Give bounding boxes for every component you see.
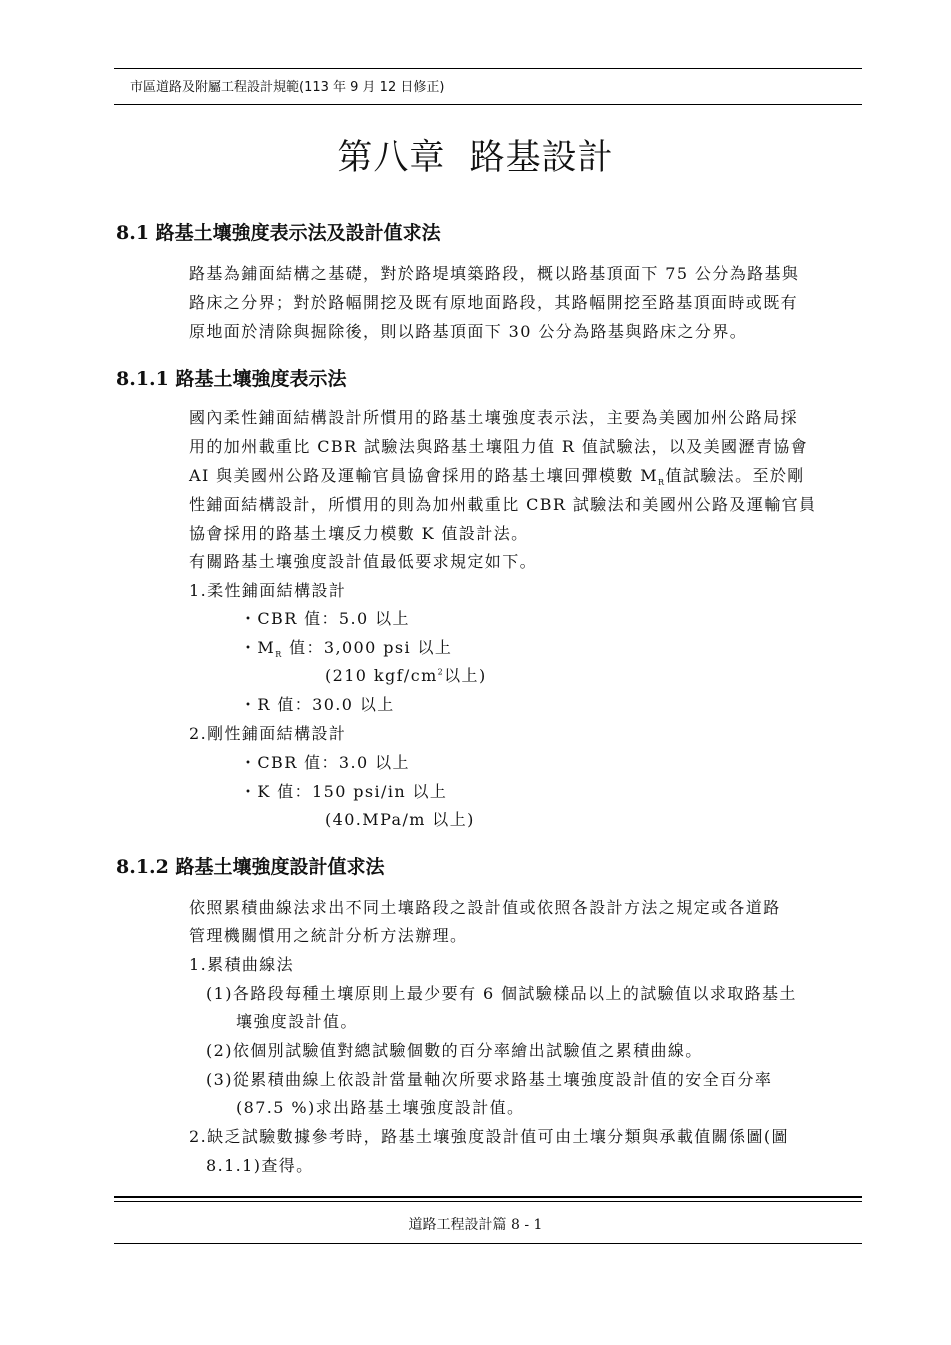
subscript: R [658,478,666,488]
section-8-1-1-heading: 8.1.1 路基土壤強度表示法 [116,368,347,390]
paragraph-line: 依照累積曲線法求出不同土壤路段之設計值或依照各設計方法之規定或各道路 [189,898,781,917]
page-number-label: 道路工程設計篇 8 - 1 [408,1217,543,1233]
list-title: 2.剛性鋪面結構設計 [189,724,347,743]
list-item-metric [325,666,487,686]
section-8-1-2-heading: 8.1.2 路基土壤強度設計值求法 [116,856,385,878]
paragraph-line: 原地面於清除與掘除後，則以路基頂面下 30 公分為路基與路床之分界。 [189,322,748,341]
numbered-item: (2)依個別試驗值對總試驗個數的百分率繪出試驗值之累積曲線。 [206,1041,703,1060]
item-text: (210 kgf/cm [325,666,438,685]
numbered-item: (3)從累積曲線上依設計當量軸次所要求路基土壤強度設計值的安全百分率 [206,1070,773,1089]
paragraph-line: 有關路基土壤強度設計值最低要求規定如下。 [189,552,538,571]
superscript: 2 [437,667,445,677]
list-item: 2.缺乏試驗數據參考時，路基土壤強度設計值可由土壤分類與承載值關係圖(圖 [189,1127,789,1146]
list-item: ・R 值：30.0 以上 [240,695,395,714]
list-title: 1.累積曲線法 [189,955,295,974]
paragraph-line: 用的加州載重比 CBR 試驗法與路基土壤阻力值 R 值試驗法，以及美國瀝青協會 [189,437,809,456]
footer-thick-rule [114,1196,862,1198]
list-item [240,638,452,658]
paragraph-line: 協會採用的路基土壤反力模數 K 值設計法。 [189,524,529,543]
section-8-1-heading: 8.1 路基土壤強度表示法及設計值求法 [116,222,441,244]
paragraph-line [189,466,805,486]
paragraph-line: 管理機關慣用之統計分析方法辦理。 [189,926,468,945]
item-text: 值：3,000 psi 以上 [282,638,453,657]
item-text: ・M [240,638,276,657]
header-bottom-rule [114,104,862,105]
footer-thin-rule [114,1201,862,1202]
list-item-metric: (40.MPa/m 以上) [325,810,475,829]
list-item: ・CBR 值：5.0 以上 [240,609,410,628]
running-header: 市區道路及附屬工程設計規範(113 年 9 月 12 日修正) [130,80,445,95]
item-text: 以上) [444,666,487,685]
list-item: ・CBR 值：3.0 以上 [240,753,410,772]
paragraph-line: 性鋪面結構設計，所慣用的則為加州載重比 CBR 試驗法和美國州公路及運輸官員 [189,495,817,514]
line-text: 值試驗法。至於剛 [665,466,805,485]
footer-bottom-rule [114,1243,862,1244]
numbered-item: (1)各路段每種土壤原則上最少要有 6 個試驗樣品以上的試驗值以求取路基土 [206,984,797,1003]
numbered-item-continuation: 壤強度設計值。 [236,1012,358,1031]
subscript: R [275,650,283,660]
numbered-item-continuation: (87.5 %)求出路基土壤強度設計值。 [236,1098,525,1117]
header-top-rule [114,68,862,69]
paragraph-line: 國內柔性鋪面結構設計所慣用的路基土壤強度表示法，主要為美國加州公路局採 [189,408,799,427]
list-title: 1.柔性鋪面結構設計 [189,581,347,600]
list-item-continuation: 8.1.1)查得。 [206,1156,314,1175]
paragraph-line: 路基為鋪面結構之基礎，對於路堤填築路段，概以路基頂面下 75 公分為路基與 [189,264,800,283]
list-item: ・K 值：150 psi/in 以上 [240,782,448,801]
line-text: AI 與美國州公路及運輸官員協會採用的路基土壤回彈模數 M [189,466,659,485]
chapter-title: 第八章 路基設計 [337,138,614,178]
paragraph-line: 路床之分界；對於路幅開挖及既有原地面路段，其路幅開挖至路基頂面時或既有 [189,293,799,312]
